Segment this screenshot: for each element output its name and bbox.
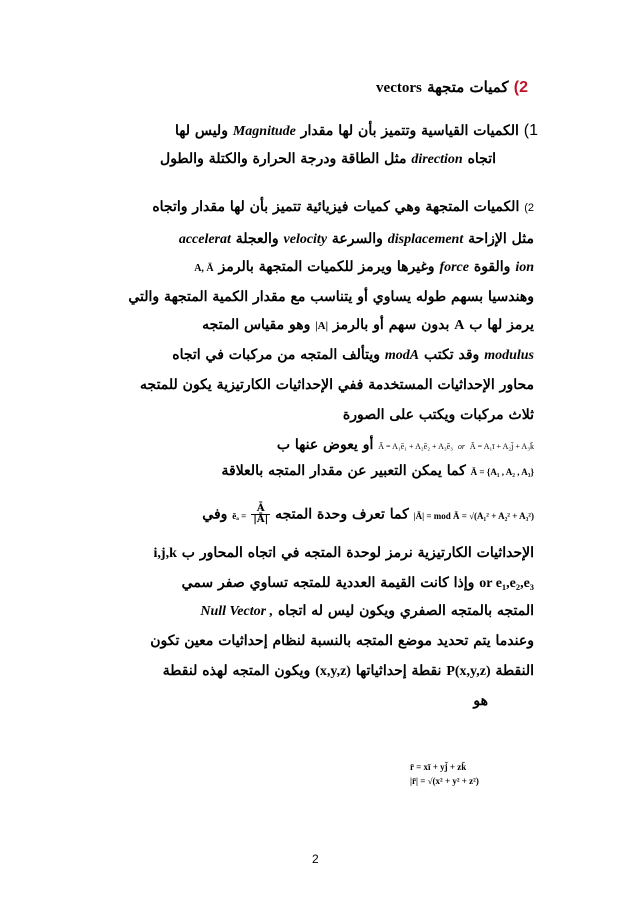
section-title-en: vectors <box>376 80 422 96</box>
item2-line16: النقطة P(x,y,z) نقطة إحداثياتها (x,y,z) ويكون المتجه لهذه لنقطة <box>162 663 534 679</box>
item1-number: 1) <box>523 122 538 139</box>
item2-number: 2) <box>524 202 534 214</box>
section-heading <box>376 78 528 97</box>
item1-line1: 1) الكميات القياسية وتتميز بأن لها مقدار Magnitude وليس لها <box>175 122 538 139</box>
term-magnitude: Magnitude <box>232 124 296 139</box>
item2-line8: ثلاث مركبات ويكتب على الصورة <box>342 407 534 423</box>
item2-line7: محاور الإحداثيات المستخدمة ففي الإحداثيات الكارتيزية يكون للمتجه <box>140 377 534 393</box>
item2-line13: or e₁,e₂,e₃ وإذا كانت القيمة العددية للمتجه تساوي صفر سمي <box>181 575 534 591</box>
item2-line1: 2) الكميات المتجهة وهي كميات فيزيائية تتميز بأن لها مقدار واتجاه <box>152 199 534 215</box>
item2-line10: Ā = {A₁ , A₂ , A₃} كما يمكن التعبير عن مقدار المتجه بالعلاقة <box>221 463 534 479</box>
equation-magnitude: |Ā| = mod Ā = √(A₁² + A₂² + A₃²) <box>413 510 534 521</box>
section-number: 2) <box>513 79 528 96</box>
item2-line5: يرمز لها ب A بدون سهم أو بالرمز |A| وهو مقياس المتجه <box>202 317 534 333</box>
section-title-ar: كميات متجهة <box>427 78 509 96</box>
term-direction: direction <box>411 152 463 167</box>
equation-vector-components: Ā = A₁ī + A₂j̄ + A₃k̄ <box>469 442 534 451</box>
item2-line9: Ā = A₁ī + A₂j̄ + A₃k̄ or Ā = A₁ē₁ + A₂ē₂ + A₃ē₃ أو يعوض عنها ب <box>277 436 534 456</box>
item2-line15: وعندما يتم تحديد موضع المتجه بالنسبة لنظام إحداثيات معين تكون <box>150 633 534 649</box>
item2-line4: وهندسيا بسهم طوله يساوي أو يتناسب مع مقدار الكمية المتجهة والتي <box>128 289 534 305</box>
item2-line12: الإحداثيات الكارتيزية نرمز لوحدة المتجه في اتجاه المحاور ب i,j,k <box>153 545 534 561</box>
term-null-vector: Null Vector , <box>200 604 274 619</box>
equation-vector-unit-components: Ā = A₁ē₁ + A₂ē₂ + A₃ē₃ <box>378 442 453 451</box>
unit-vector-symbol: ēₐ = <box>232 510 247 521</box>
item2-line11: |Ā| = mod Ā = √(A₁² + A₂² + A₃²) كما تعرف وحدة المتجه $\frac{Ā}{|Ā|}$ ēₐ = وفي <box>202 503 534 525</box>
item2-line14: المتجه بالمتجه الصفري ويكون ليس له اتجاه Null Vector , <box>200 603 534 619</box>
unit-vector-fraction: $\frac{Ā}{|Ā|}$ <box>253 503 269 525</box>
position-vector-equation: r̄ = xī + yj̄ + zk̄ |r̄| = √(x² + y² + z²) <box>410 762 479 786</box>
item2-line6: modulus وقد تكتب modA ويتألف المتجه من مركبات في اتجاه <box>172 347 534 363</box>
item2-line2: مثل الإزاحة displacement والسرعة velocity والعجلة accelerat <box>178 231 534 247</box>
item1-line2: اتجاه direction مثل الطاقة ودرجة الحرارة والكتلة والطول <box>160 151 496 167</box>
item2-line3: ion والقوة force وغيرها ويرمز للكميات المتجهة بالرمز A, Ā <box>194 259 534 275</box>
page-number: 2 <box>312 852 319 866</box>
equation-vector-set: Ā = {A₁ , A₂ , A₃} <box>470 467 534 477</box>
item2-line17: هو <box>473 693 488 709</box>
